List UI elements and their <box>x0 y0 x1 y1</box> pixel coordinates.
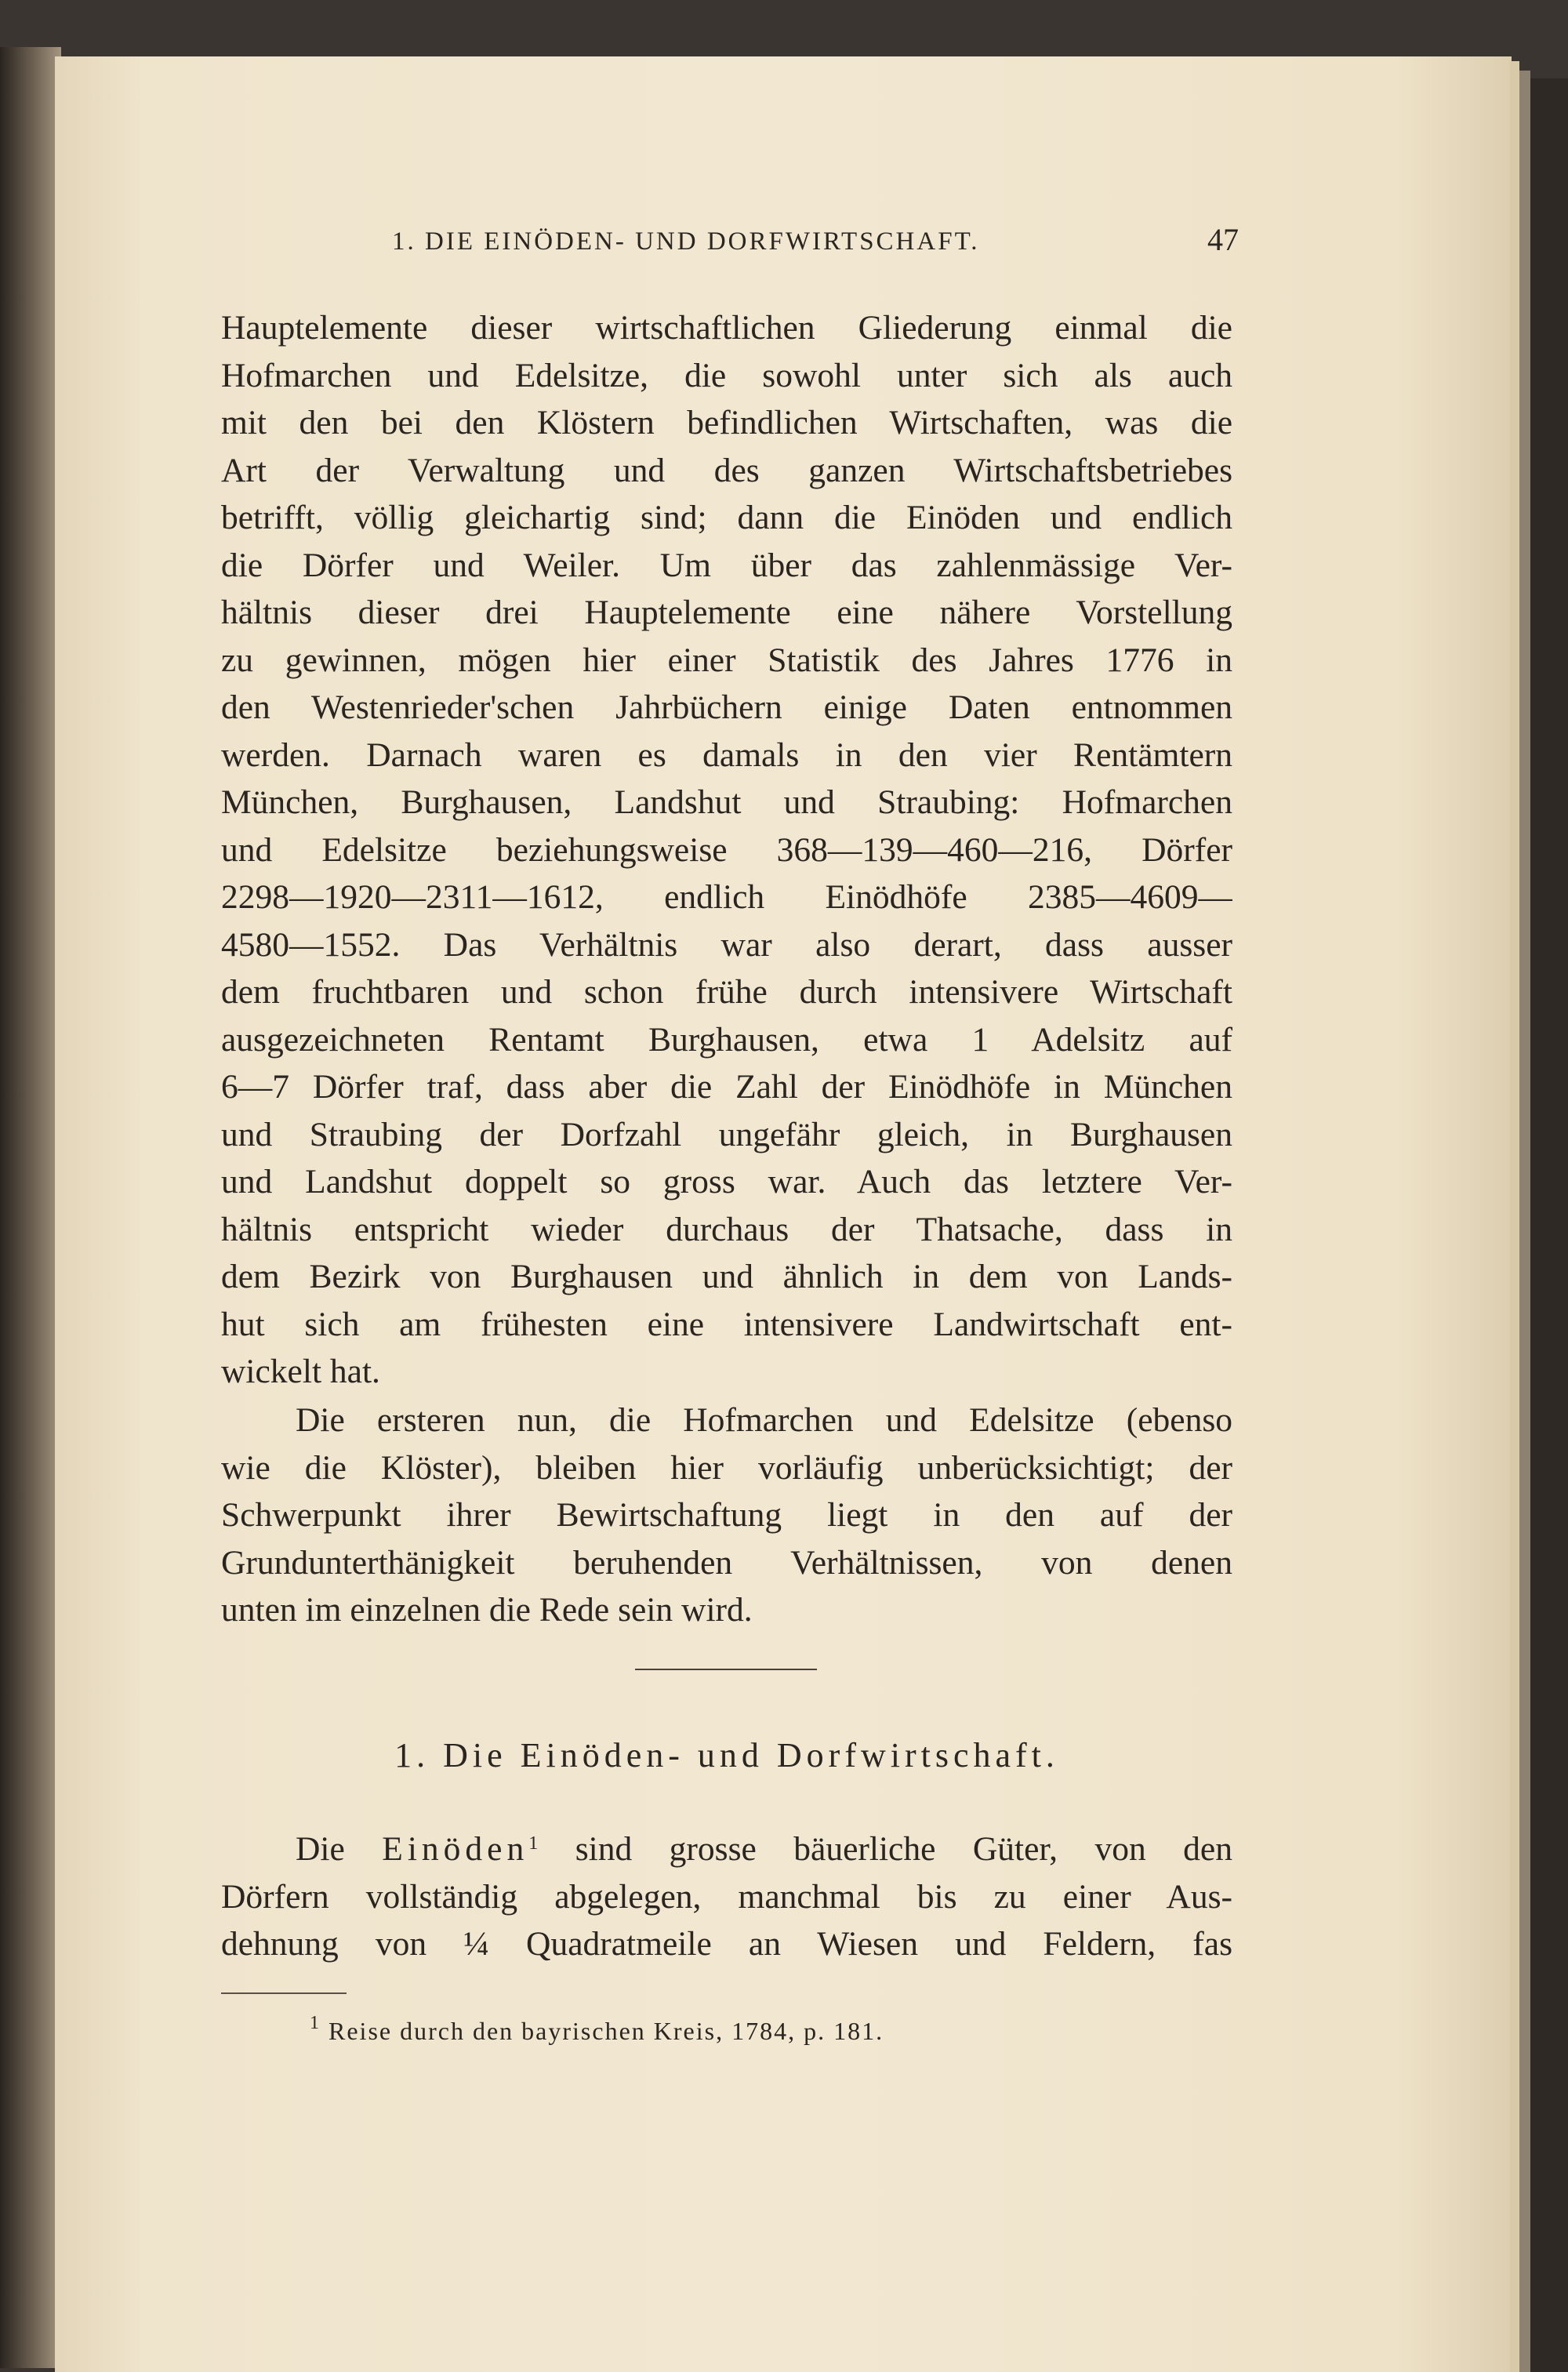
fraction: ¼ <box>463 1925 489 1963</box>
text-line: mit den bei den Klöstern befindlichen Wirtschaften, was die <box>221 404 1232 441</box>
text-line: dem Bezirk von Burghausen und ähnlich in dem von Lands- <box>221 1258 1232 1295</box>
paragraph-1 <box>221 304 1232 1396</box>
running-header <box>392 221 1239 260</box>
text-line: hältnis entspricht wieder durchaus der Thatsache, dass in <box>221 1210 1232 1248</box>
page-stack-edge <box>1510 61 1519 2372</box>
text-line: 6—7 Dörfer traf, dass aber die Zahl der Einödhöfe in München <box>221 1068 1232 1106</box>
text-line: 4580—1552. Das Verhältnis war also derart, dass ausser <box>221 925 1232 964</box>
footnote-reference: 1 <box>528 1833 539 1854</box>
text-line: hältnis dieser drei Hauptelemente eine nähere Vorstellung <box>221 594 1232 631</box>
text-line <box>221 1920 1232 1968</box>
footnote <box>310 2013 884 2046</box>
text-line: die Dörfer und Weiler. Um über das zahlenmässige Ver- <box>221 546 1232 584</box>
text-line: hut sich am frühesten eine intensivere Landwirtschaft ent- <box>221 1305 1232 1343</box>
text-fragment: Die <box>296 1830 345 1868</box>
text-line: Schwerpunkt ihrer Bewirtschaftung liegt in den auf der <box>221 1496 1232 1534</box>
page-stack-edge-dark <box>1519 71 1530 2372</box>
paragraph-3 <box>221 1825 1232 1968</box>
background-edge <box>1530 78 1568 2372</box>
text-line <box>221 1825 1232 1873</box>
text-line: betrifft, völlig gleichartig sind; dann die Einöden und endlich <box>221 499 1232 536</box>
running-title: 1. DIE EINÖDEN- UND DORFWIRTSCHAFT. <box>392 227 980 256</box>
text-line: ausgezeichneten Rentamt Burghausen, etwa 1 Adelsitz auf <box>221 1020 1232 1059</box>
text-line: wie die Klöster), bleiben hier vorläufig unberücksichtigt; der <box>221 1448 1232 1487</box>
footnote-rule <box>221 1992 347 1994</box>
text-line: und Edelsitze beziehungsweise 368—139—460—216, Dörfer <box>221 830 1232 869</box>
text-line: unten im einzelnen die Rede sein wird. <box>221 1591 753 1629</box>
text-line: Dörfern vollständig abgelegen, manchmal bis zu einer Aus- <box>221 1877 1232 1916</box>
text-line: Hofmarchen und Edelsitze, die sowohl unter sich als auch <box>221 356 1232 394</box>
text-line: und Straubing der Dorfzahl ungefähr gleich, in Burghausen <box>221 1115 1232 1153</box>
text-line: und Landshut doppelt so gross war. Auch das letztere Ver- <box>221 1163 1232 1201</box>
text-line: dem fruchtbaren und schon frühe durch intensivere Wirtschaft <box>221 973 1232 1011</box>
previous-page-edge <box>0 47 61 2368</box>
footnote-text: Reise durch den bayrischen Kreis, 1784, p. 181. <box>328 2017 884 2045</box>
text-line: wickelt hat. <box>221 1353 380 1390</box>
text-line: werden. Darnach waren es damals in den vier Rentämtern <box>221 736 1232 774</box>
text-line: den Westenrieder'schen Jahrbüchern einige Daten entnommen <box>221 688 1232 726</box>
text-line: Die ersteren nun, die Hofmarchen und Edelsitze (ebenso <box>296 1401 1232 1439</box>
page-number: 47 <box>1207 222 1239 257</box>
section-separator <box>635 1669 817 1670</box>
text-line: München, Burghausen, Landshut und Straubing: Hofmarchen <box>221 783 1232 821</box>
text-fragment: Quadratmeile an Wiesen und Feldern, fas <box>526 1925 1232 1963</box>
text-line: Hauptelemente dieser wirtschaftlichen Gliederung einmal die <box>221 309 1232 347</box>
paragraph-2 <box>221 1397 1232 1634</box>
text-line: zu gewinnen, mögen hier einer Statistik des Jahres 1776 in <box>221 641 1232 679</box>
text-line: Art der Verwaltung und des ganzen Wirtschaftsbetriebes <box>221 451 1232 489</box>
text-fragment: sind grosse bäuerliche Güter, von den <box>575 1830 1232 1868</box>
footnote-marker: 1 <box>310 2013 321 2033</box>
text-line: 2298—1920—2311—1612, endlich Einödhöfe 2385—4609— <box>221 878 1232 916</box>
text-fragment: dehnung von <box>221 1925 427 1963</box>
text-line: Grundunterthänigkeit beruhenden Verhältnissen, von denen <box>221 1543 1232 1582</box>
section-heading: 1. Die Einöden- und Dorfwirtschaft. <box>394 1736 1059 1774</box>
emphasized-term: Einöden <box>382 1830 529 1868</box>
